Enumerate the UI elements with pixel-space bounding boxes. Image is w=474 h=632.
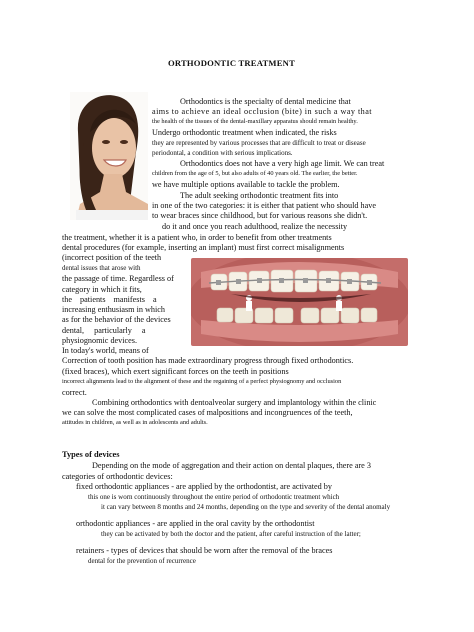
body-line: children from the age of 5, but also adults of 40 years old. The earlier, the better. xyxy=(152,170,358,177)
body-line: attitudes in children, as well as in adolescents and adults. xyxy=(62,419,208,426)
smiling-woman-photo xyxy=(70,92,148,220)
body-line: increasing enthusiasm in which xyxy=(62,305,166,314)
body-line: Correction of tooth position has made extraordinary progress through fixed orthodontics. xyxy=(62,356,354,365)
body-line: correct. xyxy=(62,388,87,397)
list-item xyxy=(76,547,332,555)
teeth-braces-photo xyxy=(191,258,408,346)
section-intro: categories of orthodontic devices: xyxy=(62,472,173,481)
body-line: the health of the tissues of the dental-maxillary apparatus should remain healthy. xyxy=(152,118,358,125)
body-line: (fixed braces), which exert significant forces on the teeth in positions xyxy=(62,367,289,376)
body-line: dental issues that arose with xyxy=(62,264,141,272)
body-line: Orthodontics does not have a very high age limit. We can treat xyxy=(180,159,385,168)
body-line: the patients manifests a xyxy=(62,295,157,304)
page-title: ORTHODONTIC TREATMENT xyxy=(168,58,296,68)
list-item xyxy=(76,520,315,528)
body-line: (incorrect position of the teeth xyxy=(62,253,162,262)
body-line: the treatment, whether it is a patient who, in order to benefit from other treatments xyxy=(62,233,332,242)
body-line: Combining orthodontics with dentoalveolar surgery and implantology within the clinic xyxy=(92,398,377,407)
body-line: aims to achieve an ideal occlusion (bite) in such a way that xyxy=(152,107,373,116)
body-line: to wear braces since childhood, but for various reasons she didn't. xyxy=(152,211,368,220)
body-line: In today's world, means of xyxy=(62,346,149,355)
body-line: we can solve the most complicated cases of malpositions and incongruences of the teeth, xyxy=(62,408,353,417)
body-line: physiognomic devices. xyxy=(62,336,138,345)
list-item-detail: this one is worn continuously throughout the entire period of orthodontic treatment which xyxy=(88,493,340,501)
list-item-text: fixed orthodontic appliances - are applied by the orthodontist, are activated by xyxy=(76,482,332,491)
section-intro: Depending on the mode of aggregation and their action on dental plaques, there are 3 xyxy=(92,461,371,470)
body-line: periodontal, a condition with serious implications. xyxy=(152,149,293,157)
list-item-text: orthodontic appliances - are applied in the oral cavity by the orthodontist xyxy=(76,519,315,528)
body-line: as for the behavior of the devices xyxy=(62,315,171,324)
body-line: The adult seeking orthodontic treatment fits into xyxy=(180,191,339,200)
body-line: we have multiple options available to tackle the problem. xyxy=(152,180,340,189)
body-line: Undergo orthodontic treatment when indicated, the risks xyxy=(152,128,337,137)
list-item-detail: dental for the prevention of recurrence xyxy=(88,557,196,565)
body-line: incorrect alignments lead to the alignment of these and the regaining of a perfect physiognomy and occlusion xyxy=(62,378,342,385)
list-item-text: retainers - types of devices that should be worn after the removal of the braces xyxy=(76,546,333,555)
list-item xyxy=(76,483,332,491)
body-line: category in which it fits, xyxy=(62,285,142,294)
list-item-detail: it can vary between 8 months and 24 months, depending on the type and severity of the dental anomaly xyxy=(101,503,391,511)
body-line: do it and once you reach adulthood, realize the necessity xyxy=(162,222,348,231)
section-heading: Types of devices xyxy=(62,450,120,459)
body-line: Orthodontics is the specialty of dental medicine that xyxy=(180,97,351,106)
list-item-detail: they can be activated by both the doctor and the patient, after careful instruction of the latter; xyxy=(101,530,361,538)
body-line: they are represented by various processes that are difficult to treat or disease xyxy=(152,139,366,147)
body-line: in one of the two categories: it is either that patient who should have xyxy=(152,201,376,210)
body-line: the passage of time. Regardless of xyxy=(62,274,174,283)
body-line: dental, particularly a xyxy=(62,326,146,335)
body-line: dental procedures (for example, inserting an implant) must first correct misalignments xyxy=(62,243,345,252)
